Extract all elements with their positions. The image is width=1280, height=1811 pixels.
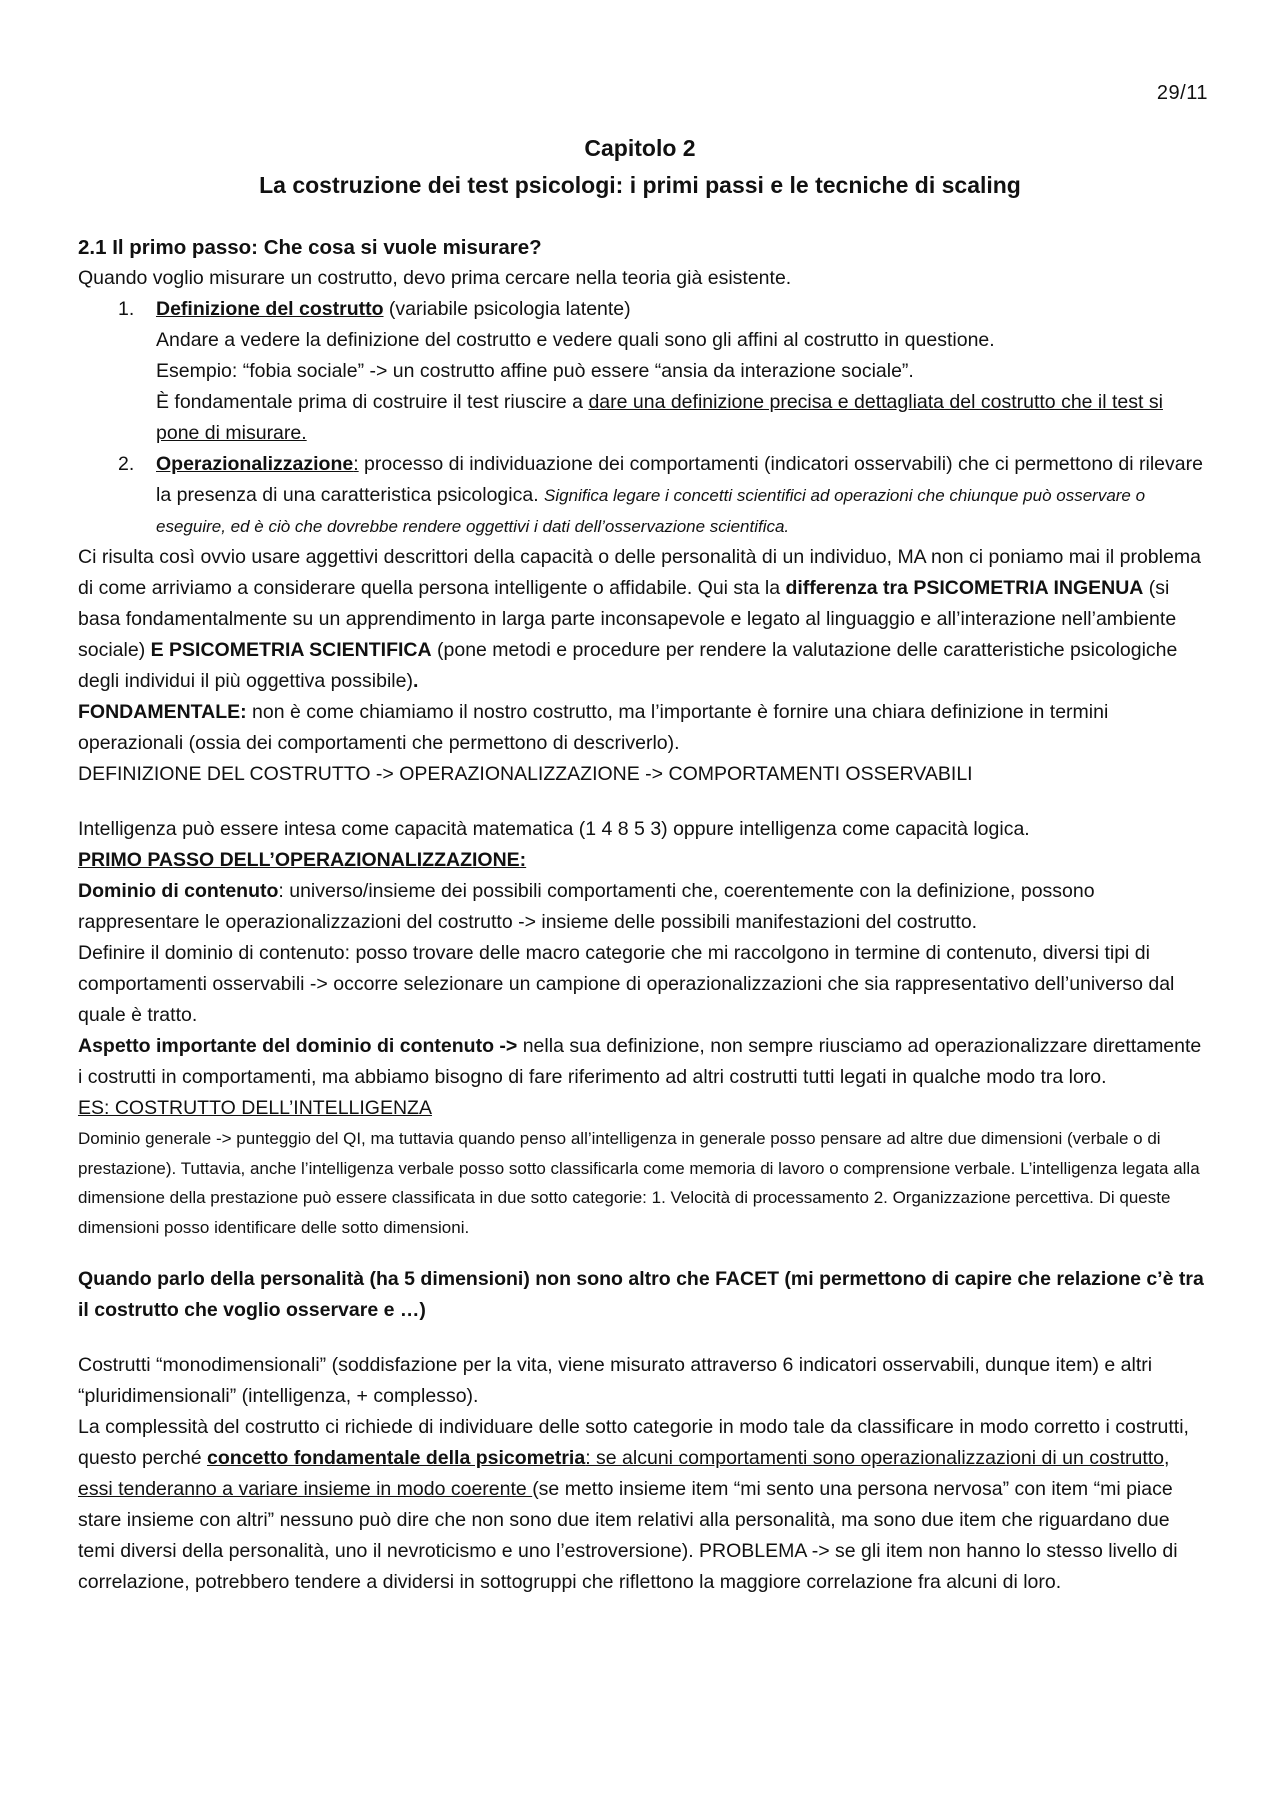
term-colon: : (353, 453, 359, 475)
primo-passo-heading: PRIMO PASSO DELL’OPERAZIONALIZZAZIONE: (78, 849, 527, 871)
paragraph-dominio (78, 876, 1208, 938)
bold-span: FONDAMENTALE: (78, 701, 247, 723)
list-item-2-text (156, 449, 1208, 542)
paragraph-intelligenza: Intelligenza può essere intesa come capacità matematica (1 4 8 5 3) oppure intelligenza come capacità logica. (78, 818, 1030, 840)
text-span: La complessità del costrutto ci richiede di individuare delle sotto categorie in modo tale da classificare in modo corretto i costrutti, questo perché (78, 1416, 1189, 1469)
text-span: Ci risulta così ovvio usare aggettivi descrittori della capacità o delle personalità di un individuo, MA non ci poniamo mai il problema di come arriviamo a considerare quella persona intelligente o affidabile. Qui sta la (78, 546, 1201, 599)
example-text: Dominio generale -> punteggio del QI, ma tuttavia quando penso all’intelligenza in generale posso pensare ad altre due dimensioni (verbale o di prestazione). Tuttavia, anche l’intelligenza verbale posso sotto classificarla come memoria di lavoro o comprensione verbale. L’intelligenza legata alla dimensione della prestazione può essere classificata in due sotto categorie: 1. Velocità di processamento 2. Organizzazione percettiva. Di queste dimensioni posso identificare delle sotto dimensioni. (78, 1129, 1200, 1237)
chapter-title: Capitolo 2 (584, 135, 696, 161)
intro-paragraph: Quando voglio misurare un costrutto, devo prima cercare nella teoria già esistente. (78, 267, 792, 289)
list-item-1 (78, 294, 1208, 449)
chapter-header (0, 130, 1280, 204)
paragraph-complessita (78, 1412, 1208, 1598)
bold-span: differenza tra PSICOMETRIA INGENUA (785, 577, 1144, 599)
paragraph-aspetto (78, 1031, 1208, 1093)
spacer (78, 1242, 1208, 1264)
list-item-1-emphasis (156, 387, 1208, 449)
term-definizione: Definizione del costrutto (156, 298, 384, 320)
text-span: (pone metodi e procedure per rendere la valutazione delle caratteristiche psicologiche degli individui il più oggettiva possibile) (78, 639, 1178, 692)
chapter-subtitle: La costruzione dei test psicologi: i primi passi e le tecniche di scaling (259, 172, 1021, 198)
paragraph-fondamentale (78, 697, 1208, 759)
list-item-2 (78, 449, 1208, 542)
bold-underlined-span: concetto fondamentale della psicometria (207, 1447, 586, 1469)
emphasis-text: È fondamentale prima di costruire il test riuscire a (156, 391, 589, 413)
text-span: non è come chiamiamo il nostro costrutto, ma l’importante è fornire una chiara definizione in termini operazionali (ossia dei comportamenti che permettono di descriverlo). (78, 701, 1109, 754)
spacer (78, 790, 1208, 814)
definition-text: processo di individuazione dei comportamenti (indicatori osservabili) che ci permettono di rilevare la presenza di una caratteristica psicologica. (156, 453, 1203, 506)
term-operazionalizzazione: Operazionalizzazione (156, 453, 354, 475)
section-heading: 2.1 Il primo passo: Che cosa si vuole misurare? (78, 236, 542, 259)
text-span: : universo/insieme dei possibili comportamenti che, coerentemente con la definizione, possono rappresentare le operazionalizzazioni del costrutto -> insieme delle possibili manifestazioni del costrutto. (78, 880, 1095, 933)
underlined-span: : se alcuni comportamenti sono operazionalizzazioni di un costrutto, essi tenderanno a variare insieme in modo coerente (78, 1447, 1170, 1500)
paragraph-costrutti: Costrutti “monodimensionali” (soddisfazione per la vita, viene misurato attraverso 6 indicatori osservabili, dunque item) e altri “pluridimensionali” (intelligenza, + complesso). (78, 1354, 1153, 1407)
text-span: nella sua definizione, non sempre riusciamo ad operazionalizzare direttamente i costrutti in comportamenti, ma abbiamo bisogno di fare riferimento ad altri costrutti tutti legati in qualche modo tra loro. (78, 1035, 1202, 1088)
document-body (78, 232, 1208, 1598)
text-span: (si basa fondamentalmente su un apprendimento in larga parte inconsapevole e legato al linguaggio e all’interazione nell’ambiente sociale) (78, 577, 1177, 661)
example-heading: ES: COSTRUTTO DELL’INTELLIGENZA (78, 1097, 432, 1119)
list-number: 2. (118, 453, 135, 475)
flow-line: DEFINIZIONE DEL COSTRUTTO -> OPERAZIONALIZZAZIONE -> COMPORTAMENTI OSSERVABILI (78, 763, 973, 785)
list-item-1-line: Andare a vedere la definizione del costrutto e vedere quali sono gli affini al costrutto in questione. (156, 329, 995, 351)
bold-span: Dominio di contenuto (78, 880, 279, 902)
list-item-1-heading (156, 294, 1208, 325)
bold-span: E PSICOMETRIA SCIENTIFICA (150, 639, 432, 661)
paragraph-psicometria (78, 542, 1208, 697)
bold-span: Aspetto importante del dominio di contenuto -> (78, 1035, 518, 1057)
list-number: 1. (118, 298, 135, 320)
definition-italic: Significa legare i concetti scientifici ad operazioni che chiunque può osservare o eseguire, ed è ciò che dovrebbe rendere oggettivi i dati dell’osservazione scientifica. (156, 486, 1146, 536)
paragraph-personalita: Quando parlo della personalità (ha 5 dimensioni) non sono altro che FACET (mi permettono di capire che relazione c’è tra il costrutto che voglio osservare e …) (78, 1268, 1204, 1321)
list-item-1-example: Esempio: “fobia sociale” -> un costrutto affine può essere “ansia da interazione sociale”. (156, 360, 914, 382)
emphasis-underlined: dare una definizione precisa e dettagliata del costrutto che il test si pone di misurare. (156, 391, 1163, 444)
spacer (78, 1326, 1208, 1350)
date: 29/11 (1156, 82, 1208, 104)
term-note: (variabile psicologia latente) (383, 298, 631, 320)
text-span: (se metto insieme item “mi sento una persona nervosa” con item “mi piace stare insieme con altri” nessuno può dire che non sono due item relativi alla personalità, ma sono due item che riguardano due temi diversi della personalità, uno il nevroticismo e uno l’estroversione). PROBLEMA -> se gli item non hanno lo stesso livello di correlazione, potrebbero tendere a dividersi in sottogruppi che riflettono la maggiore correlazione fra alcuni di loro. (78, 1478, 1178, 1593)
bold-span: . (412, 670, 419, 692)
paragraph-definire: Definire il dominio di contenuto: posso trovare delle macro categorie che mi raccolgono in termine di contenuto, diversi tipi di comportamenti osservabili -> occorre selezionare un campione di operazionalizzazioni che sia rappresentativo dell’universo dal quale è tratto. (78, 942, 1175, 1026)
